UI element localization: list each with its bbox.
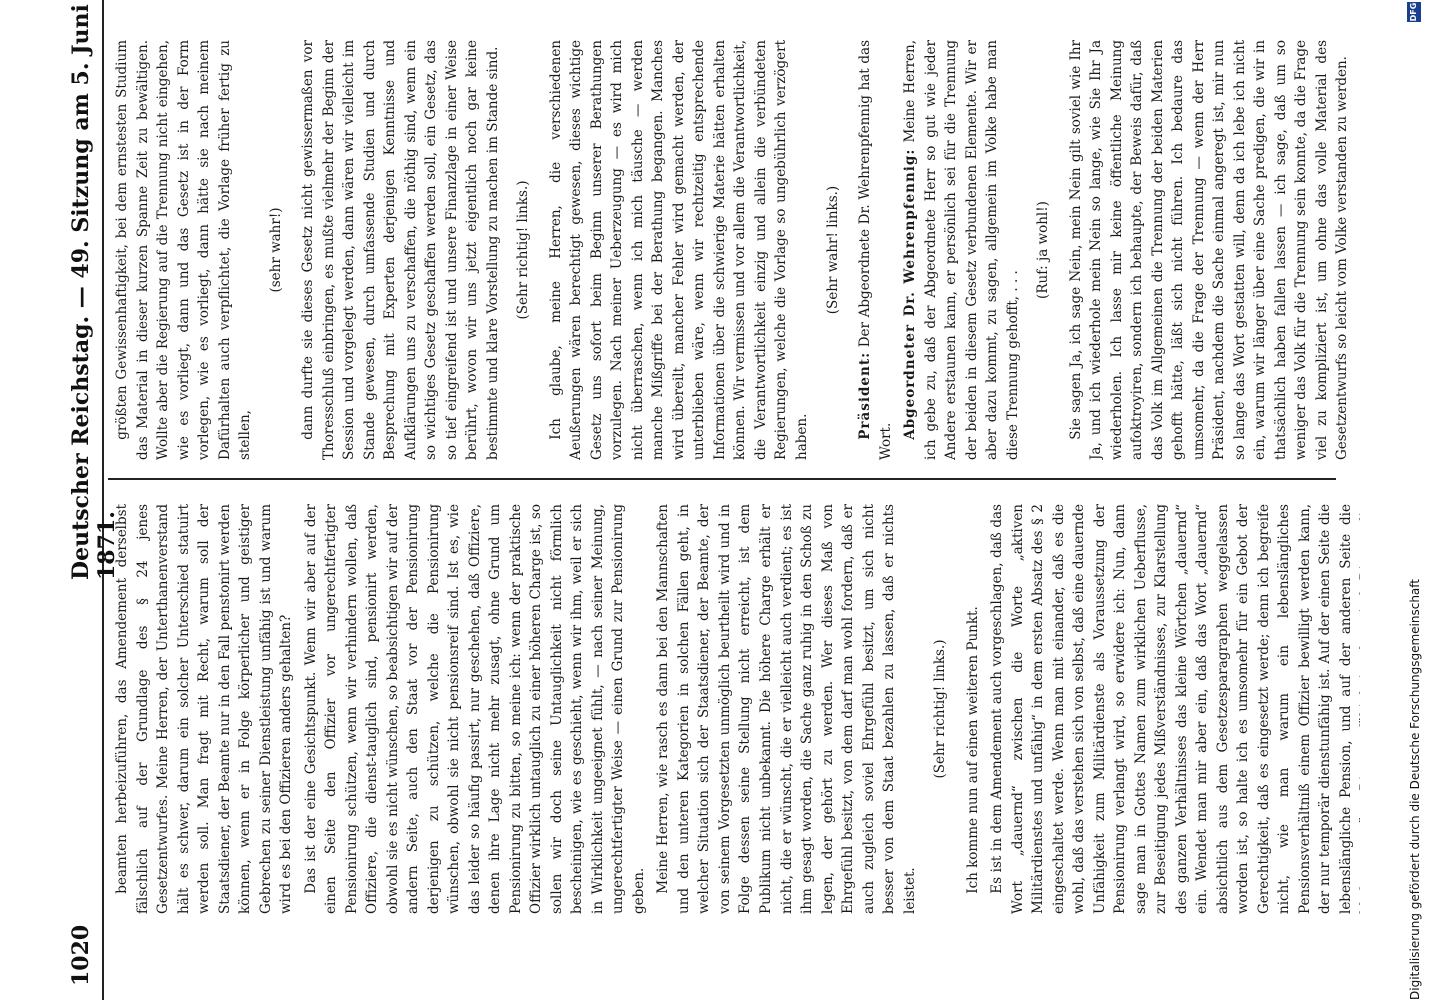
paragraph: Ich glaube, meine Herren, die verschiedenen Aeußerungen wären berechtigt gewesen, dieses wichtige Gesetz uns sofort beim Beginn unserer Berathungen vorzulegen. Nach meiner Ueberzeugung — es wird mich nicht überraschen, wenn ich mich täusche — werden manche Mißgriffe bei der Berathung begangen. Manches wird übereilt, mancher Fehler wird gemacht werden, der unterblieben wäre, wenn wir rechtzeitig entsprechende Informationen über die schwierige Materie hätten erhalten können. Wir vermissen und vor allem die Verantwortlichkeit, die Verantwortlichkeit einzig und allein die verbündeten Regierungen, welche die Vorlage so ungebührlich verzögert haben. xyxy=(547,40,810,460)
running-head xyxy=(62,0,120,1000)
paragraph: beamten herbeizuführen, das Amendement derselbst fälschlich auf der Grundlage des § 24 jenes Gesetzentwurfes. Meine Herren, der Unterthanenverstand hält es schwer, darum ein solcher Unterschied statuirt werden soll. Man fragt mit Recht, warum soll der Staatsdiener, der Beamte nur in den Fall penstonirt werden können, wenn er in Folge körperlicher und geistiger Gebrechen zu seiner Dienstleistung unfähig ist und warum wird es bei den Offizieren anders gehalten? xyxy=(114,504,295,914)
audience-remark: (sehr wahr!) xyxy=(267,207,284,293)
running-title: Deutscher Reichstag. — 49. Sitzung am 5. Juni 1871. xyxy=(68,4,120,580)
speaker-name: Abgeordneter Dr. Wehrenpfennig: xyxy=(902,148,919,440)
paragraph: Es ist in dem Amendement auch vorgeschlagen, daß das Wort „dauernd“ zwischen die Worte „aktiven Militärdienstes und unfähig“ in dem ersten Absatz des § 2 eingeschaltet werde. Wenn man mit einander, daß es die wohl, daß das verstehen sich von selbst, daß eine dauernde Unfähigkeit zum Militärdienste als Voraussetzung der Pensionirung verlangt wird, so erwidere ich: Nun, dann sage man in Gottes Namen zum wirklichen Ueberflusse, zur Beseitigung jedes Mißverständnisses, zur Klarstellung des ganzen Verhältnisses das kleine Wörtchen „dauernd“ ein. Wendet man mir aber ein, daß das Wort „dauernd“ absichtlich aus dem Gesetzesparagraphen weggelassen worden ist, so halte ich es umsomehr für ein Gebot der Gerechtigkeit, daß es eingesetzt werde; denn ich begreife nicht, wie man warum ein lebenslängliches Pensionsverhältniß einem Offizier bewilligt werden kann, der nur temporär dienstunfähig ist. Auf der einen Seite die lebenslängliche Pension, und auf der anderen Seite die xyxy=(989,504,1354,914)
column-divider xyxy=(108,478,1336,480)
speaker-paragraph xyxy=(900,40,1023,460)
left-column xyxy=(112,504,1360,914)
speaker-text: Der Abgeordnete Dr. Wehrenpfennig hat das Wort. xyxy=(857,40,894,460)
dfg-logo-icon: DFG xyxy=(1407,2,1421,22)
audience-remark: (Sehr wahr! links.) xyxy=(824,185,841,315)
paragraph: Ich komme nun auf einen weiteren Punkt. xyxy=(964,606,981,894)
credit-text: Digitalisierung gefördert durch die Deutsche Forschungsgemeinschaft xyxy=(1408,578,1422,1000)
page-number: 1020 xyxy=(68,924,94,986)
audience-remark: (Sehr richtig! links.) xyxy=(932,639,949,779)
paragraph: dann durfte sie dieses Gesetz nicht gewissermaßen vor Thoresschluß einbringen, es mußte vielmehr der Beginn der Session und vorgelegt werden, dann wären wir vielleicht im Stande gewesen, durch umfassende Studien und durch Besprechung mit Experten derjenigen Kenntnisse und Aufklärungen uns zu verschaffen, die nöthig sind, wenn ein so wichtiges Gesetz geschaffen werden soll, ein Gesetz, das so tief eingreifend ist und unsere Finanzlage in einer Weise berührt, wovon wir uns jetzt eigentlich noch gar keine bestimmte und klare Vorstellung zu machen im Stande sind. xyxy=(300,40,501,460)
paragraph: Sie sagen Ja, ich sage Nein, mein Nein gilt soviel wie Ihr Ja, und ich wiederhole mein Nein so lange, wie Sie Ihr Ja wiederholen. Ich lasse mir keine öffentliche Meinung aufoktroyiren, sondern ich behaupte, der Beweis dafür, daß das Volk im Allgemeinen die Trennung der beiden Materien gehofft hätte, läßt sich nicht führen. Ich bedaure das umsomehr, da die Frage der Trennung — wenn der Herr Präsident, nachdem die Sache einmal angeregt ist, mir nun so lange das Wort gestatten will, denn da ich lebe ich nicht ein, warum wir länger über eine Sache predigen, die wir in thatsächlich haben fallen lassen — ich sage, daß um so weniger das Volk für die Trennung sein konnte, da die Frage viel zu kompliziert ist, um ohne das volle Material des Gesetzentwurfs so leicht vom Volke verstanden zu werden. xyxy=(1067,40,1351,460)
digitization-credit xyxy=(1408,0,1422,1000)
speaker-text: Meine Herren, ich gebe zu, daß der Abgeordnete Herr so gut wie jeder Andere erstaunen kann, er persönlich sei für die Trennung der beiden in diesem Gesetz verbundenen Elemente. Wir er aber dazu kommt, zu sagen, allgemein im Volke habe man diese Trennung gehofft, . . . xyxy=(902,40,1021,460)
right-column xyxy=(112,40,1360,460)
paragraph: Meine Herren, wie rasch es dann bei den Mannschaften und den unteren Kategorien in solchen Fällen geht, in welcher Situation sich der Staatsdiener, der Beamte, der von seinem Vorgesetzten unmöglich beurtheilt wird und in Folge dessen seine Stellung nicht erreicht, ist dem Publikum nicht unbekannt. Die höhere Charge erhält er nicht, die er wünscht, die er vielleicht auch verdient; es ist ihm gesagt worden, die Sache ganz ruhig in den Schoß zu legen, der gehört zu werden. Wer dieses Maß von Ehrgefühl besitzt, von dem darf man wohl fordern, daß er auch zugleich soviel Ehrgefühl besitzt, um sich nicht besser von dem Staat bezahlen zu lassen, daß er nichts leistet. xyxy=(655,504,918,914)
speaker-name: Präsident: xyxy=(857,351,874,440)
paragraph: größten Gewissenhaftigkeit, bei dem ernstesten Studium das Material in dieser kurzen Spanne Zeit zu bewältigen. Wollte aber die Regierung auf die Trennung nicht eingehen, wie es vorliegt, dann und das Gesetz ist in der Form vorlegen, wie es vorliegt, dann hätte sie nach meinem Dafürhalten auch verpflichtet, die Vorlage früher fertig zu stellen, xyxy=(114,40,254,460)
audience-remark: (Ruf: ja wohl!) xyxy=(1035,201,1052,299)
audience-remark: (Sehr richtig! links.) xyxy=(515,180,532,320)
speaker-paragraph xyxy=(855,40,896,460)
paragraph: Das ist der eine Gesichtspunkt. Wenn wir aber auf der einen Seite den Offizier vor ungerechtfertigter Pensionirung schützen, wenn wir verhindern wollen, daß Offiziere, die dienst-tauglich sind, pensionirt werden, obwohl sie es nicht wünschen, so beabsichtigen wir auf der andern Seite, auch den Staat vor der Pensionirung derjenigen zu schützen, welche die Pensionirung wünschen, obwohl sie nicht pensionsreif sind. Ist es, wie das leider so häufig passirt, nur geschehen, daß Offiziere, denen ihre Lage nicht mehr zusagt, ohne Grund um Pensionirung zu bitten, so meine ich: wenn der praktische Offizier wirklich untauglich zu einer höheren Charge ist, so sollen wir doch seine Untauglichkeit nicht förmlich bescheinigen, wie es geschieht, wenn wir ihm, weil er sich in Wirklichkeit ungeeignet fühlt, — nach seiner Meinung, ungerechtfertigter Weise — einen Grund zur Pensionirung geben. xyxy=(302,504,647,914)
